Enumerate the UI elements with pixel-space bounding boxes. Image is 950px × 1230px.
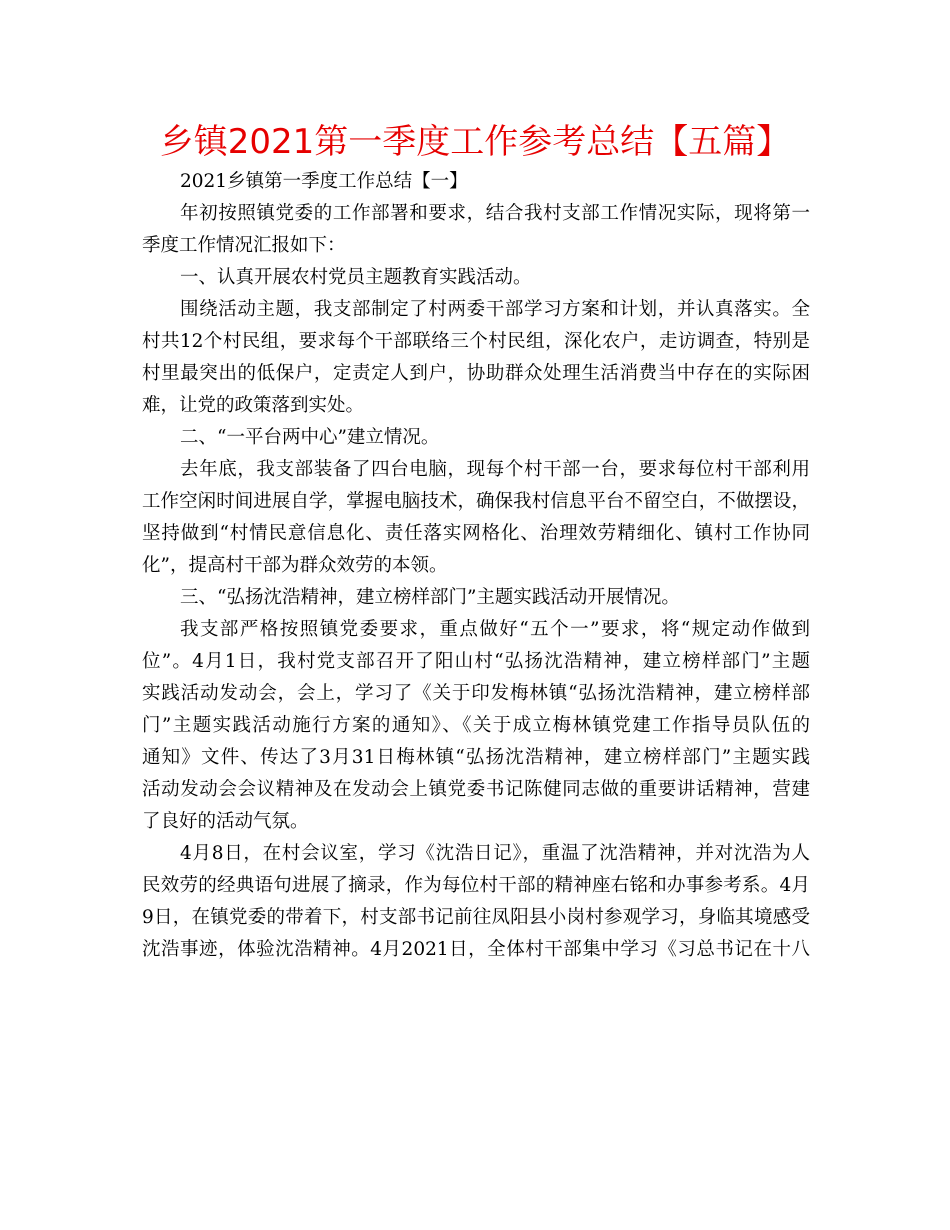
paragraph-line: 三、“弘扬沈浩精神，建立榜样部门”主题实践活动开展情况。 [180, 587, 680, 608]
paragraph-line: 活动发动会会议精神及在发动会上镇党委书记陈健同志做的重要讲话精神，营建 [142, 779, 810, 800]
paragraph-line: 实践活动发动会，会上，学习了《关于印发梅林镇“弘扬沈浩精神，建立榜样部 [142, 683, 810, 704]
paragraph-line: 通知》文件、传达了3月31日梅林镇“弘扬沈浩精神，建立榜样部门”主题实践 [142, 747, 810, 768]
document-body [142, 166, 810, 966]
paragraph-line: 位”。4月1日，我村党支部召开了阳山村“弘扬沈浩精神，建立榜样部门”主题 [142, 651, 810, 672]
paragraph-line: 季度工作情况汇报如下： [142, 235, 346, 256]
paragraph-line: 化”，提高村干部为群众效劳的本领。 [142, 555, 448, 576]
document-title: 乡镇2021第一季度工作参考总结【五篇】 [159, 122, 791, 162]
paragraph-line: 沈浩事迹，体验沈浩精神。4月2021日，全体村干部集中学习《习总书记在十八 [142, 939, 810, 960]
paragraph-line: 难，让党的政策落到实处。 [142, 395, 365, 416]
paragraph-line: 9日，在镇党委的带着下，村支部书记前往凤阳县小岗村参观学习，身临其境感受 [142, 907, 810, 928]
paragraph-line: 二、“一平台两中心”建立情况。 [180, 427, 440, 448]
paragraph-line: 了良好的活动气氛。 [142, 811, 309, 832]
paragraph-line: 村里最突出的低保户，定责定人到户，协助群众处理生活消费当中存在的实际困 [142, 363, 810, 384]
paragraph-line: 门”主题实践活动施行方案的通知》、《关于成立梅林镇党建工作指导员队伍的 [142, 715, 810, 736]
paragraph-line: 我支部严格按照镇党委要求，重点做好“五个一”要求，将“规定动作做到 [180, 619, 810, 640]
paragraph-line: 去年底，我支部装备了四台电脑，现每个村干部一台，要求每位村干部利用 [180, 459, 810, 480]
paragraph-line: 坚持做到“村情民意信息化、责任落实网格化、治理效劳精细化、镇村工作协同 [142, 523, 810, 544]
paragraph-line: 一、认真开展农村党员主题教育实践活动。 [180, 267, 532, 288]
paragraph-line: 民效劳的经典语句进展了摘录，作为每位村干部的精神座右铭和办事参考系。4月 [142, 875, 810, 896]
paragraph-line: 村共12个村民组，要求每个干部联络三个村民组，深化农户，走访调查，特别是 [142, 331, 810, 352]
paragraph-line: 围绕活动主题，我支部制定了村两委干部学习方案和计划，并认真落实。全 [180, 299, 810, 320]
paragraph-line: 2021乡镇第一季度工作总结【一】 [180, 171, 468, 192]
paragraph-line: 4月8日，在村会议室，学习《沈浩日记》，重温了沈浩精神，并对沈浩为人 [180, 843, 810, 864]
paragraph-line: 工作空闲时间进展自学，掌握电脑技术，确保我村信息平台不留空白，不做摆设， [142, 491, 810, 512]
paragraph-line: 年初按照镇党委的工作部署和要求，结合我村支部工作情况实际，现将第一 [180, 203, 810, 224]
